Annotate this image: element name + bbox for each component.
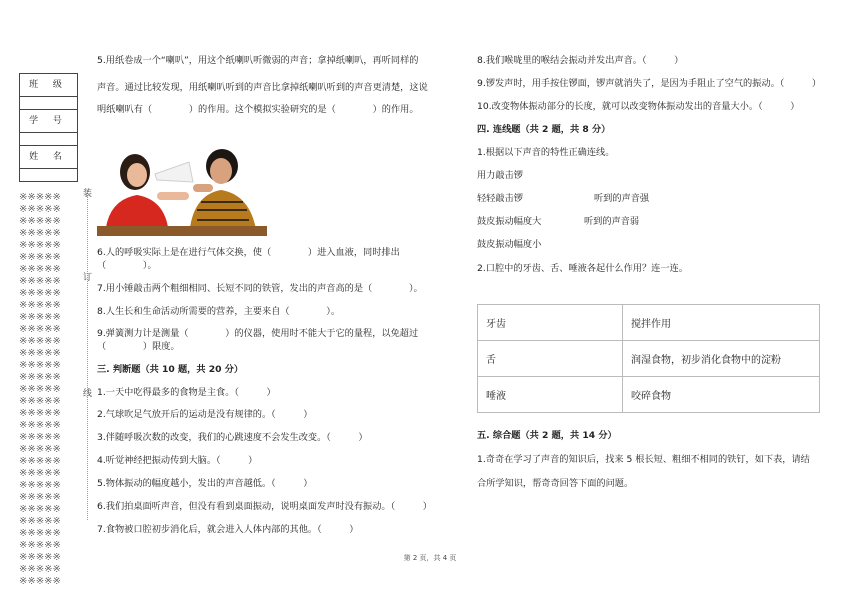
q8: 8.人生长和生命活动所需要的营养，主要来自（ ）。 xyxy=(97,306,341,317)
judge-7: 7.食物被口腔初步消化后，就会进入人体内部的其他。（ ） xyxy=(97,524,359,535)
table-cell: 搅拌作用 xyxy=(623,305,820,341)
table-row xyxy=(478,341,820,377)
class-blank xyxy=(20,97,77,110)
binding-line xyxy=(87,190,88,520)
page-footer: 第 2 页，共 4 页 xyxy=(403,554,457,562)
judge-3: 3.伴随呼吸次数的改变，我们的心跳速度不会发生改变。（ ） xyxy=(97,432,368,443)
match-item-3: 鼓皮振动幅度大 xyxy=(477,216,542,227)
table-cell: 牙齿 xyxy=(478,305,623,341)
q6-line1: 6.人的呼吸实际上是在进行气体交换，使（ ）进入血液，同时排出 xyxy=(97,247,400,258)
judge-8: 8.我们喉咙里的喉结会振动并发出声音。（ ） xyxy=(477,55,684,66)
table-row xyxy=(478,305,820,341)
table-cell: 润湿食物，初步消化食物中的淀粉 xyxy=(623,341,820,377)
experiment-photo xyxy=(97,140,267,236)
q5-line1: 5.用纸卷成一个“喇叭”，用这个纸喇叭听微弱的声音；拿掉纸喇叭，再听同样的 xyxy=(97,55,419,66)
q7: 7.用小锤敲击两个粗细相同、长短不同的铁管，发出的声音高的是（ ）。 xyxy=(97,283,423,294)
section3-heading: 三. 判断题（共 10 题，共 20 分） xyxy=(97,364,244,375)
q6-line2: （ ）。 xyxy=(97,260,157,271)
q9-line2: （ ）限度。 xyxy=(97,341,180,352)
match-target-2: 听到的声音弱 xyxy=(584,216,640,227)
binding-char-2: 订 xyxy=(83,273,93,283)
id-label: 学 号 xyxy=(20,110,77,133)
match-item-1: 用力敲击锣 xyxy=(477,170,523,181)
comprehensive-1-line1: 1.奇奇在学习了声音的知识后，找来 5 根长短、粗细不相同的铁钉，如下表，请结 xyxy=(477,454,810,465)
table-cell: 咬碎食物 xyxy=(623,377,820,413)
comprehensive-1-line2: 合所学知识，帮奇奇回答下面的问题。 xyxy=(477,478,634,489)
binding-char-1: 装 xyxy=(83,189,93,199)
binding-char-3: 线 xyxy=(83,389,93,399)
judge-6: 6.我们拍桌面听声音，但没有看到桌面振动，说明桌面发声时没有振动。（ ） xyxy=(97,501,432,512)
judge-9: 9.锣发声时，用手按住锣面，锣声就消失了，是因为手阻止了空气的振动。（ ） xyxy=(477,78,822,89)
judge-1: 1.一天中吃得最多的食物是主食。（ ） xyxy=(97,387,276,398)
class-label: 班 级 xyxy=(20,74,77,97)
table-cell: 唾液 xyxy=(478,377,623,413)
section5-heading: 五. 综合题（共 2 题，共 14 分） xyxy=(477,430,617,441)
table-row xyxy=(478,377,820,413)
match-2-prompt: 2.口腔中的牙齿、舌、唾液各起什么作用？连一连。 xyxy=(477,263,688,274)
judge-2: 2.气球吹足气放开后的运动是没有规律的。（ ） xyxy=(97,409,313,420)
match-item-2: 轻轻敲击锣 xyxy=(477,193,523,204)
judge-10: 10.改变物体振动部分的长度，就可以改变物体振动发出的音量大小。（ ） xyxy=(477,101,800,112)
judge-5: 5.物体振动的幅度越小，发出的声音越低。（ ） xyxy=(97,478,313,489)
name-blank xyxy=(20,169,77,181)
q5-line3: 明纸喇叭有（ ）的作用。这个模拟实验研究的是（ ）的作用。 xyxy=(97,104,419,115)
name-label: 姓 名 xyxy=(20,146,77,169)
q9-line1: 9.弹簧测力计是测量（ ）的仪器，使用时不能大于它的量程，以免超过 xyxy=(97,328,419,339)
id-blank xyxy=(20,133,77,146)
match-target-1: 听到的声音强 xyxy=(594,193,650,204)
match-item-4: 鼓皮振动幅度小 xyxy=(477,239,542,250)
q5-line2: 声音。通过比较发现，用纸喇叭听到的声音比拿掉纸喇叭听到的声音更清楚，这说 xyxy=(97,82,428,93)
match-1-prompt: 1.根据以下声音的特性正确连线。 xyxy=(477,147,615,158)
table-cell: 舌 xyxy=(478,341,623,377)
mouth-function-table xyxy=(477,304,820,413)
judge-4: 4.听觉神经把振动传到大脑。（ ） xyxy=(97,455,258,466)
decorative-star-column: ※※※※※ ※※※※※ ※※※※※ ※※※※※ ※※※※※ ※※※※※ ※※※※※ ※※※※※ ※※※※※ ※※※※※ ※※※※※ ※※※※※ ※※※※※ ※※※※※ ※※※※※ ※※※※※ ※※※※※ ※※※※※ ※※※※※ ※※※※※ ※※※※※ ※※※※※ ※※※※※ ※※※※※ ※※※※※ ※※※※※ ※※※※※ ※※※※※ ※※※※※ ※※※※※ ※※※※※ ※※※※※ ※※※※※ xyxy=(19,192,61,587)
student-info-box xyxy=(19,73,78,182)
section4-heading: 四. 连线题（共 2 题，共 8 分） xyxy=(477,124,611,135)
